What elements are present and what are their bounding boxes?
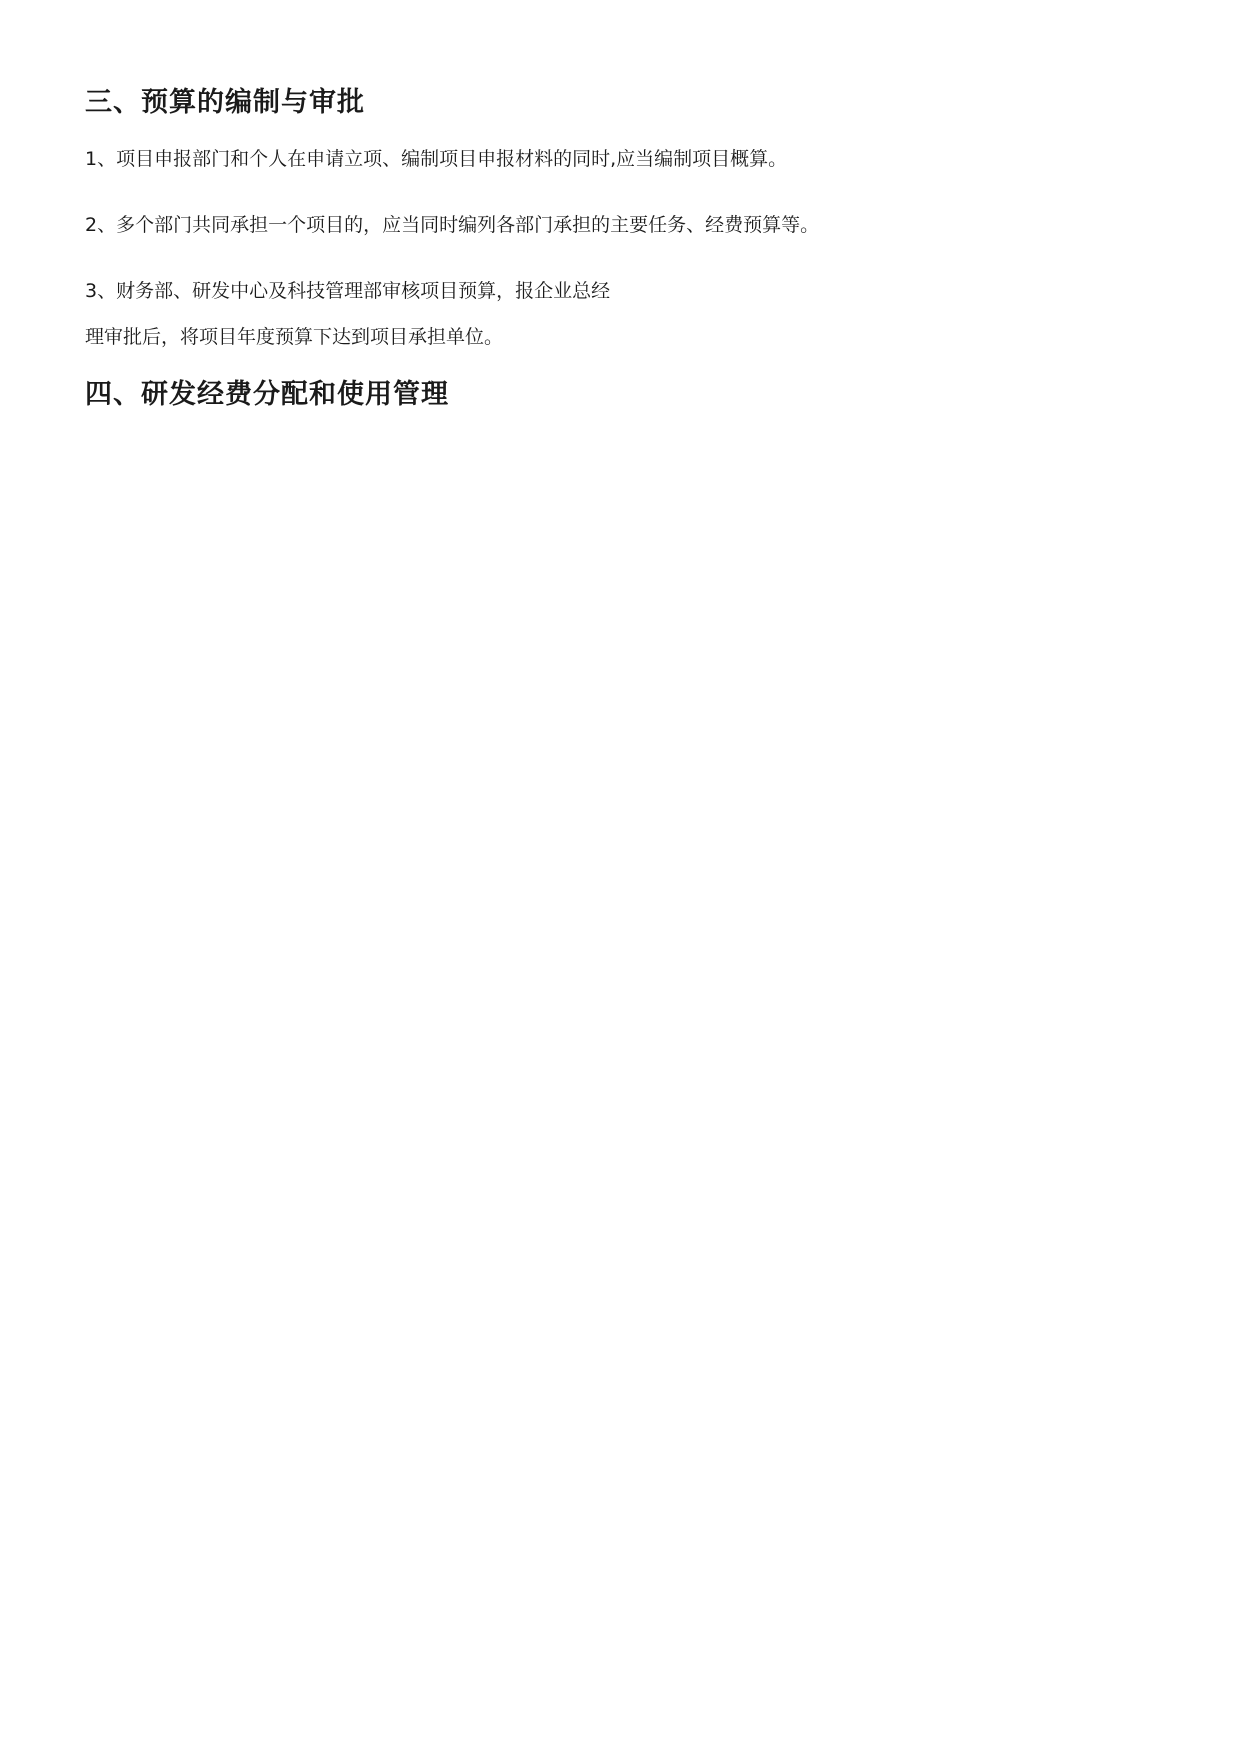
section-3-heading: 三、预算的编制与审批 (85, 87, 365, 118)
section-3-item-2: 2、多个部门共同承担一个项目的，应当同时编列各部门承担的主要任务、经费预算等。 (85, 214, 820, 236)
section-4-heading: 四、研发经费分配和使用管理 (85, 379, 449, 410)
section-3-item-1: 1、项目申报部门和个人在申请立项、编制项目申报材料的同时,应当编制项目概算。 (85, 148, 788, 170)
section-3-item-3-line-2: 理审批后，将项目年度预算下达到项目承担单位。 (85, 326, 504, 348)
section-3-item-3-line-1: 3、财务部、研发中心及科技管理部审核项目预算，报企业总经 (85, 280, 611, 302)
